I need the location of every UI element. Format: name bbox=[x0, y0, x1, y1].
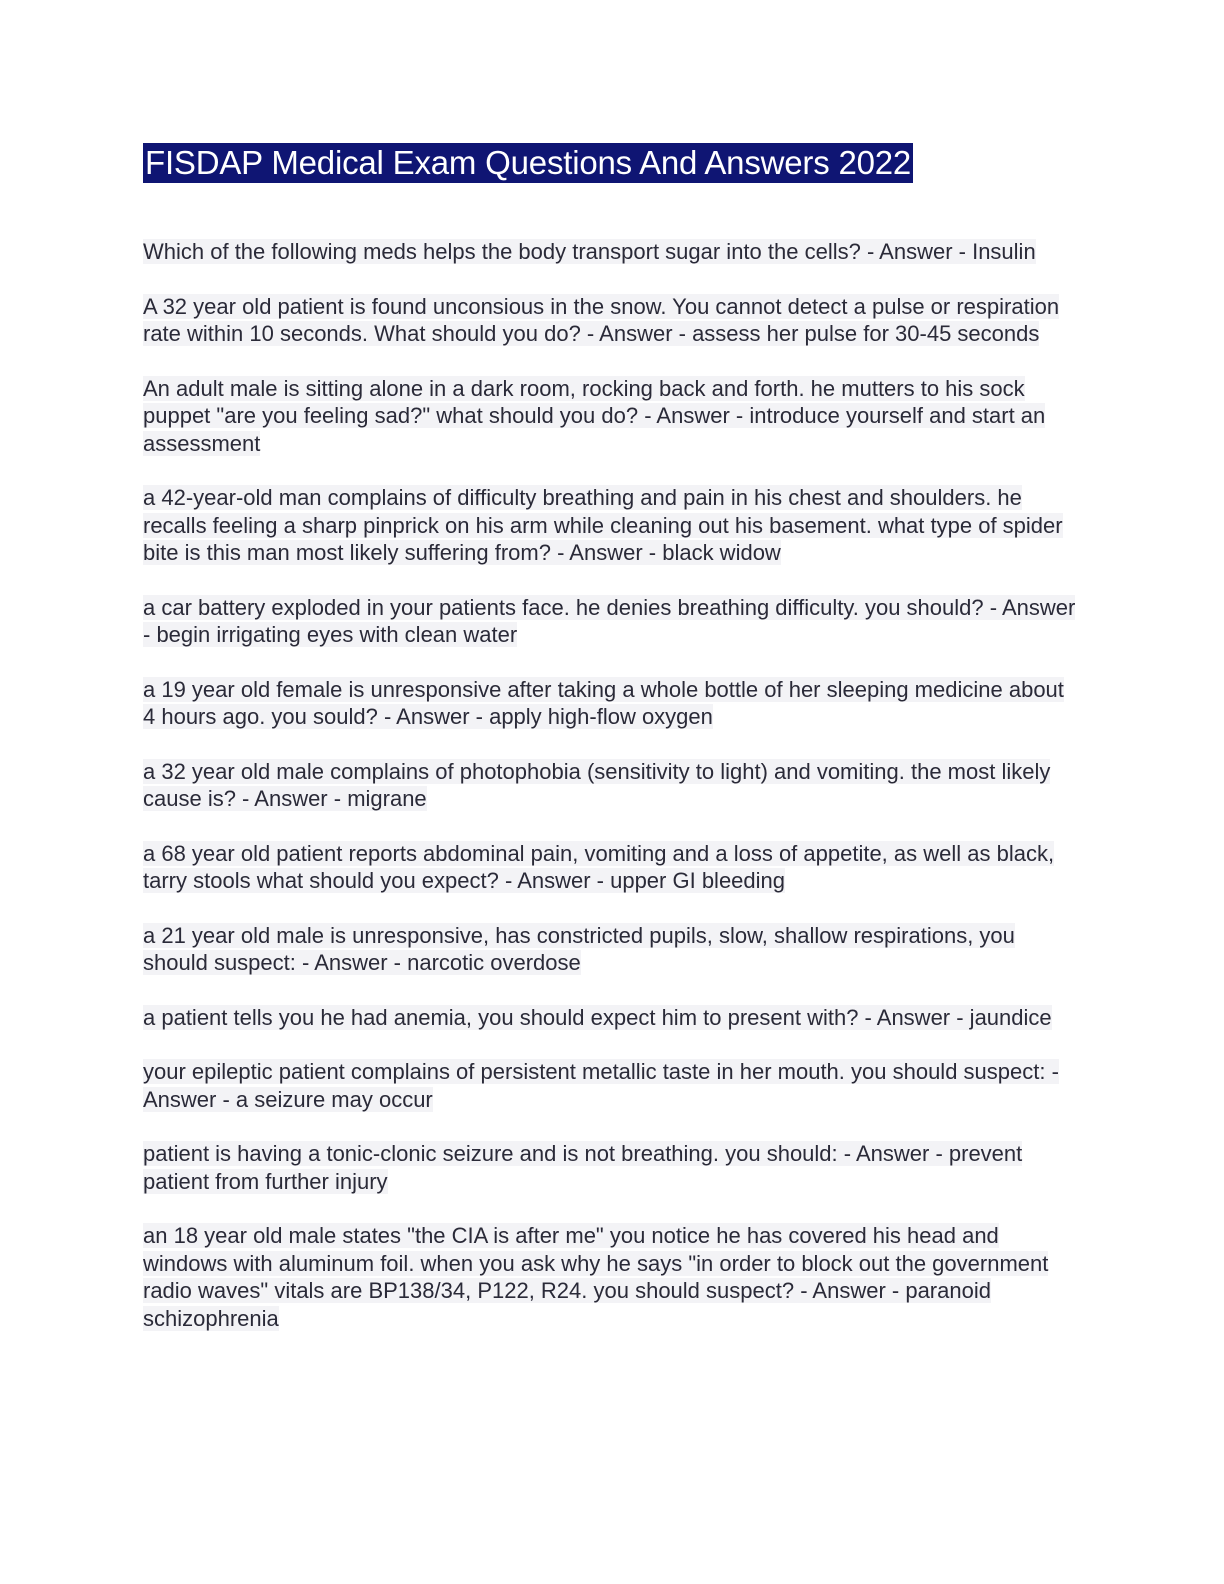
qa-item bbox=[143, 293, 1078, 348]
qa-item bbox=[143, 238, 1078, 266]
qa-list bbox=[143, 238, 1078, 1359]
qa-item bbox=[143, 1004, 1078, 1032]
qa-text: a 21 year old male is unresponsive, has constricted pupils, slow, shallow respirations, you should suspect: - Answer - narcotic overdose bbox=[143, 922, 1015, 975]
qa-item bbox=[143, 594, 1078, 649]
qa-text: An adult male is sitting alone in a dark room, rocking back and forth. he mutters to his sock puppet "are you feeling sad?" what should you do? - Answer - introduce yourself and start an assessment bbox=[143, 375, 1046, 456]
qa-text: a 42-year-old man complains of difficulty breathing and pain in his chest and shoulders. he recalls feeling a sharp pinprick on his arm while cleaning out his basement. what type of spider bite is this man most likely suffering from? - Answer - black widow bbox=[143, 485, 1063, 565]
qa-text: a 19 year old female is unresponsive after taking a whole bottle of her sleeping medicine about 4 hours ago. you sould? - Answer - apply high-flow oxygen bbox=[143, 676, 1064, 729]
qa-item bbox=[143, 1058, 1078, 1113]
qa-item bbox=[143, 1222, 1078, 1332]
qa-item bbox=[143, 840, 1078, 895]
qa-text: a patient tells you he had anemia, you should expect him to present with? - Answer - jaundice bbox=[143, 1004, 1052, 1030]
qa-text: patient is having a tonic-clonic seizure and is not breathing. you should: - Answer - prevent patient from further injury bbox=[143, 1141, 1023, 1194]
qa-item bbox=[143, 676, 1078, 731]
qa-text: an 18 year old male states "the CIA is after me" you notice he has covered his head and windows with aluminum foil. when you ask why he says "in order to block out the government radio waves" vitals are BP138/34, P122, R24. you should suspect? - Answer - paranoid schizophrenia bbox=[143, 1223, 1049, 1331]
title-block bbox=[143, 143, 913, 183]
qa-text: your epileptic patient complains of persistent metallic taste in her mouth. you should suspect: - Answer - a seizure may occur bbox=[143, 1059, 1059, 1112]
qa-text: a car battery exploded in your patients face. he denies breathing difficulty. you should? - Answer - begin irrigating eyes with clean water bbox=[143, 594, 1076, 647]
qa-text: A 32 year old patient is found unconsious in the snow. You cannot detect a pulse or respiration rate within 10 seconds. What should you do? - Answer - assess her pulse for 30-45 seconds bbox=[143, 293, 1060, 346]
qa-item bbox=[143, 758, 1078, 813]
qa-item bbox=[143, 375, 1078, 458]
qa-text: a 32 year old male complains of photophobia (sensitivity to light) and vomiting. the most likely cause is? - Answer - migrane bbox=[143, 758, 1051, 811]
qa-text: a 68 year old patient reports abdominal pain, vomiting and a loss of appetite, as well as black, tarry stools what should you expect? - Answer - upper GI bleeding bbox=[143, 840, 1055, 893]
qa-text: Which of the following meds helps the body transport sugar into the cells? - Answer - Insulin bbox=[143, 239, 1036, 264]
document-title: FISDAP Medical Exam Questions And Answers 2022 bbox=[145, 144, 912, 181]
qa-item bbox=[143, 484, 1078, 567]
qa-item bbox=[143, 922, 1078, 977]
qa-item bbox=[143, 1140, 1078, 1195]
